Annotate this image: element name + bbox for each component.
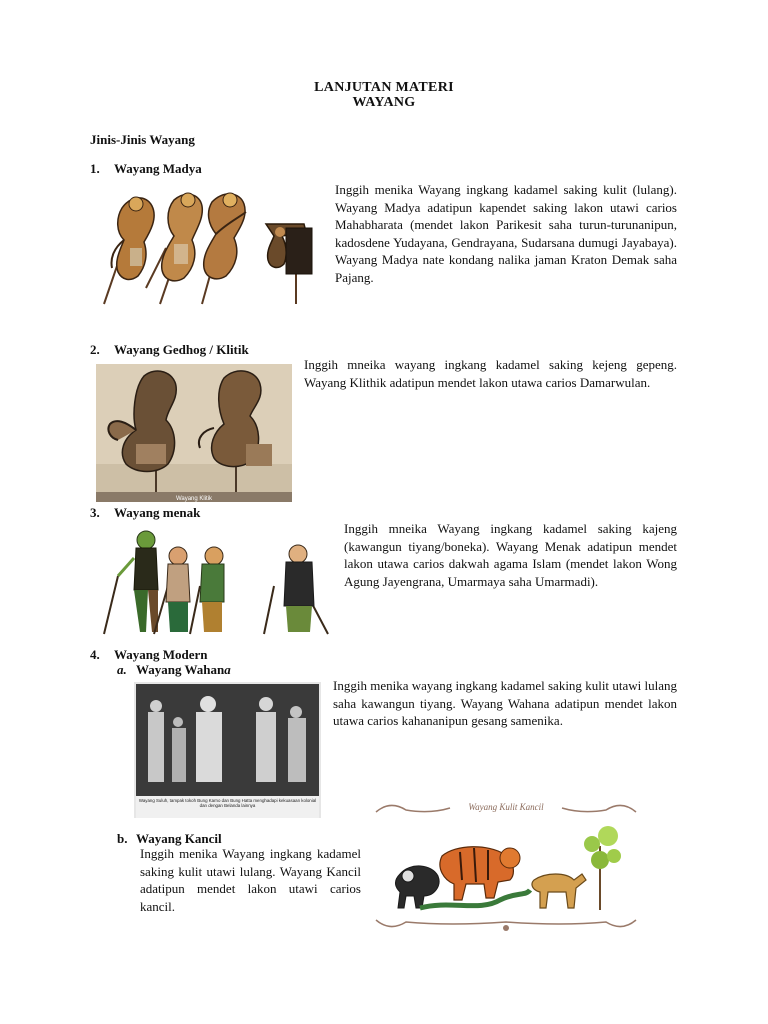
black-animal-figure bbox=[396, 866, 440, 908]
subsection-a-heading bbox=[136, 662, 231, 678]
wayang-wahana-caption: Wayang Suluh, tampak tokoh Bung Karno dan Bung Hatta menghadapi kekuasaan kolonial dan dengan Belanda lainnya bbox=[138, 798, 317, 808]
subsection-a-text: Inggih menika wayang ingkang kadamel saking kulit utawi lulang saha kawangun tiyang. Wayang Wahana adatipun mendet lakon utawa carios kahananipun gesang samenika. bbox=[333, 678, 677, 728]
tiger-figure bbox=[440, 847, 520, 900]
subsection-a-heading-main: Wayang Wahan bbox=[136, 662, 225, 677]
section-4-number: 4. bbox=[90, 647, 100, 662]
wayang-puppet-figure bbox=[264, 545, 328, 634]
subsection-b-label: b. bbox=[117, 831, 128, 846]
tree-figure bbox=[584, 826, 621, 910]
section-3-heading: Wayang menak bbox=[114, 505, 201, 520]
wayang-klitik-caption: Wayang Klitik bbox=[175, 496, 213, 502]
subtitle: Jinis-Jinis Wayang bbox=[90, 132, 195, 147]
page-title-line1: LANJUTAN MATERI bbox=[314, 80, 454, 95]
wayang-kancil-image bbox=[370, 796, 642, 936]
section-1-text: Inggih menika Wayang ingkang kadamel saking kulit (lulang). Wayang Madya adatipun kapendet saking lakon utawi carios Mahabharata (mendet lakon Parikesit saha turun-turunanipun, kadosdene Yudayana, Gendrayana, Sudarsana dumugi Jayabaya). Wayang Madya nate kondang nalika jaman Kraton Demak saha Pajang. bbox=[335, 182, 677, 285]
section-2-text: Inggih mneika wayang ingkang kadamel saking kejeng gepeng. Wayang Klithik adatipun mendet lakon utawa carios Damarwulan. bbox=[304, 357, 677, 390]
section-3-number: 3. bbox=[90, 505, 100, 520]
page-title-line2: WAYANG bbox=[352, 95, 416, 110]
wayang-puppet-figure bbox=[190, 547, 224, 634]
section-3-text: Inggih mneika Wayang ingkang kadamel saking kajeng (kawangun tiyang/boneka). Wayang Menak adatipun mendet lakon utawa carios dakwah agama Islam (mendet lakon Wong Agung Jayengrana, Umarmaya saha Umarmadi). bbox=[344, 521, 677, 589]
subsection-b-text: Inggih menika Wayang ingkang kadamel saking kulit utawi lulang. Wayang Kancil adatipun mendet lakon utawi carios kancil. bbox=[140, 846, 361, 914]
wayang-puppet-figure bbox=[266, 224, 312, 304]
snake-figure bbox=[420, 890, 530, 908]
wayang-puppet-figure bbox=[202, 193, 246, 304]
kancil-figure bbox=[532, 874, 586, 908]
wayang-wahana-image bbox=[134, 682, 321, 818]
wayang-klitik-image bbox=[96, 364, 292, 502]
subsection-b-heading: Wayang Kancil bbox=[136, 831, 222, 846]
section-2-number: 2. bbox=[90, 342, 100, 357]
section-4-heading: Wayang Modern bbox=[114, 647, 208, 662]
subsection-a-label: a. bbox=[117, 662, 127, 677]
subsection-a-heading-italic: a bbox=[224, 662, 231, 677]
section-1-number: 1. bbox=[90, 161, 100, 176]
wayang-puppet-figure bbox=[148, 700, 164, 782]
section-2-heading: Wayang Gedhog / Klitik bbox=[114, 342, 249, 357]
wayang-puppet-figure bbox=[104, 531, 158, 634]
wayang-menak-image bbox=[98, 526, 334, 636]
section-1-heading: Wayang Madya bbox=[114, 161, 202, 176]
wayang-madya-image bbox=[100, 188, 322, 306]
wayang-puppet-figure bbox=[154, 547, 190, 634]
wayang-puppet-figure bbox=[146, 193, 202, 304]
wayang-kancil-banner: Wayang Kulit Kancil bbox=[468, 802, 544, 812]
